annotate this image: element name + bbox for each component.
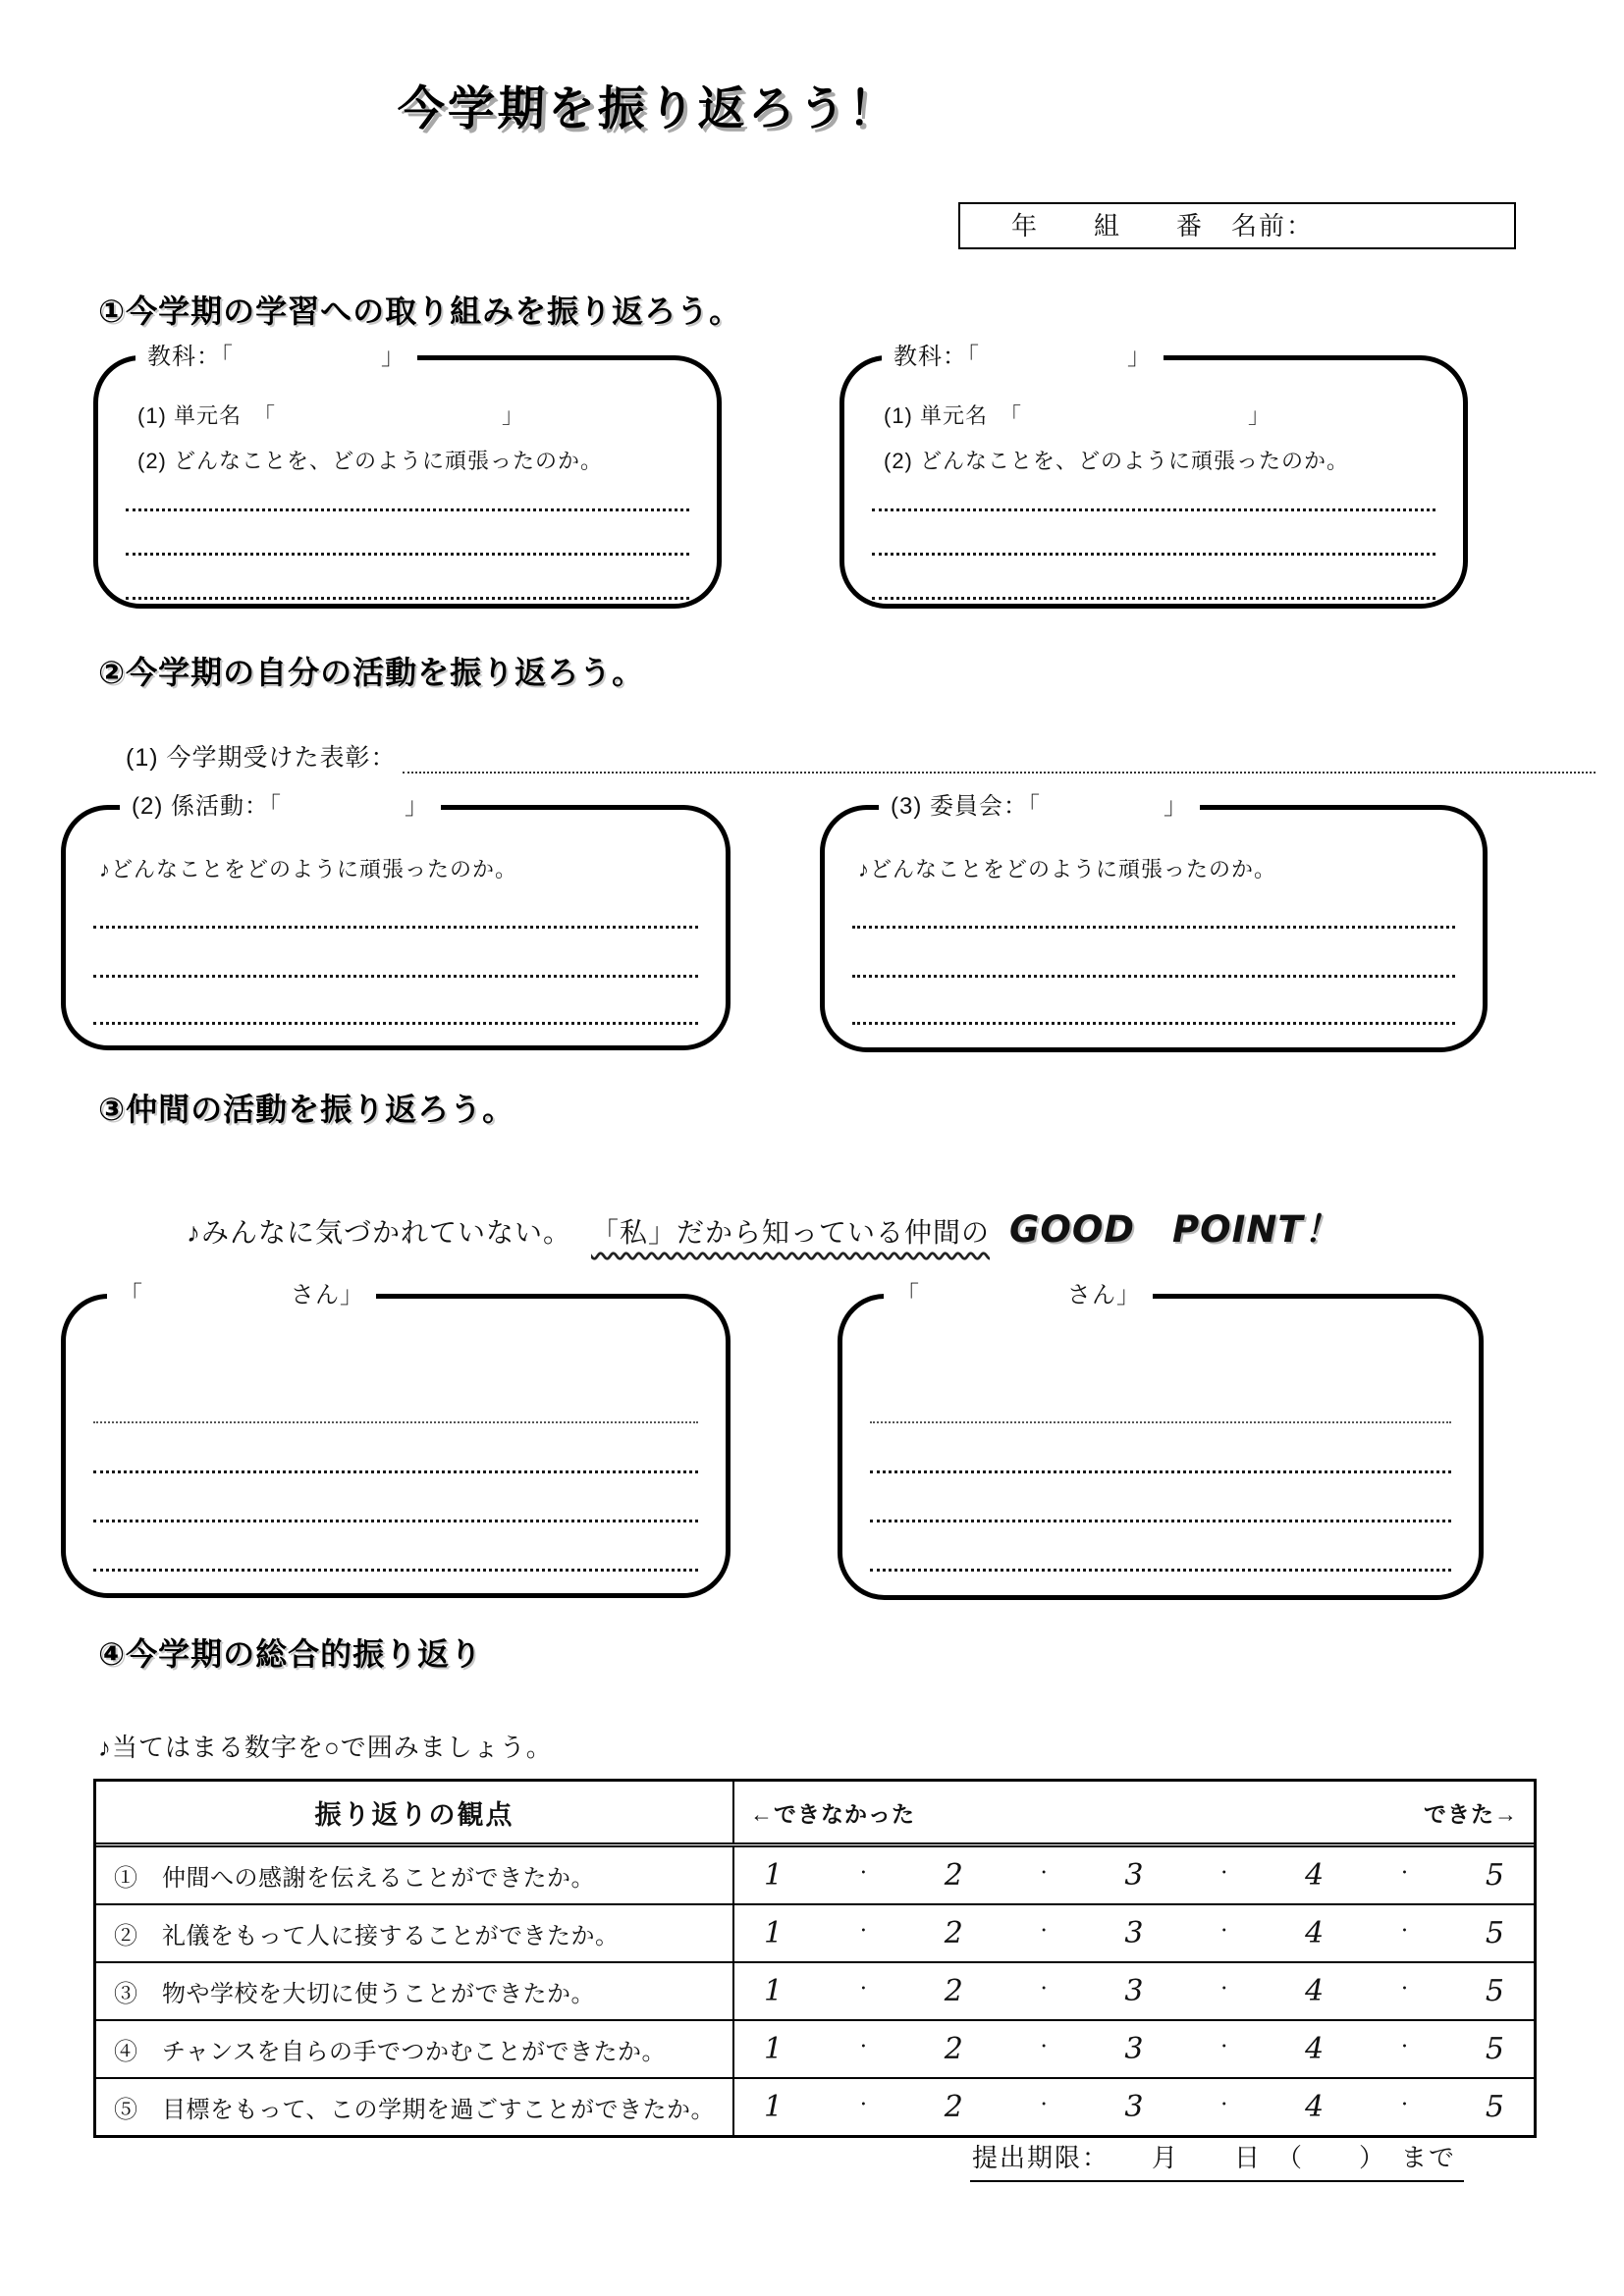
answer-line[interactable] [93, 1421, 698, 1423]
circle-number-note: ♪当てはまる数字を○で囲みましょう。 [98, 1733, 553, 1762]
lead-text: ♪みんなに気づかれていない。 [187, 1217, 572, 1248]
rating-scale-1to5[interactable]: 1 ・ 2 ・ 3 ・ 4 ・ 5 [764, 1858, 1504, 1893]
committee-box [820, 793, 1488, 1052]
answer-line[interactable] [870, 1421, 1451, 1423]
row-question: ① 仲間への感謝を伝えることができたか。 [96, 1847, 734, 1903]
table-row [96, 2019, 1534, 2077]
effort-question-item: (2) どんなことを、どのように頑張ったのか。 [137, 449, 604, 473]
answer-line[interactable] [126, 597, 689, 600]
section2-heading: ②今学期の自分の活動を振り返ろう。 [98, 654, 645, 691]
rating-scale-1to5[interactable]: 1 ・ 2 ・ 3 ・ 4 ・ 5 [764, 1916, 1504, 1950]
row-question: ⑤ 目標をもって、この学期を過ごすことができたか。 [96, 2079, 734, 2135]
subject-box-1 [93, 344, 722, 609]
table-row [96, 2077, 1534, 2135]
section4-heading: ④今学期の総合的振り返り [98, 1635, 483, 1673]
peer-good-point-box-1 [61, 1282, 731, 1598]
subject-box-1-label: 教科：「 」 [135, 337, 417, 371]
answer-line[interactable] [93, 1022, 698, 1025]
name-field-box[interactable] [958, 202, 1516, 249]
effort-question-item: (2) どんなことを、どのように頑張ったのか。 [884, 449, 1350, 473]
table-row [96, 1961, 1534, 2019]
subject-box-2 [839, 344, 1468, 609]
page-title: 今学期を振り返ろう！ [396, 81, 899, 136]
answer-line[interactable] [852, 975, 1455, 978]
name-field-label: 年 組 番 名前： [1011, 211, 1315, 240]
good-point-text: GOOD POINT！ [1009, 1208, 1341, 1251]
rating-scale-1to5[interactable]: 1 ・ 2 ・ 3 ・ 4 ・ 5 [764, 2090, 1504, 2124]
table-header-row [96, 1782, 1534, 1847]
row-question: ② 礼儀をもって人に接することができたか。 [96, 1905, 734, 1961]
lead-text-wavy-underline: 「私」だから知っている仲間の [591, 1217, 991, 1248]
table-row [96, 1903, 1534, 1961]
answer-line[interactable] [870, 1470, 1451, 1473]
class-duty-box [61, 793, 731, 1050]
scale-header-left: ←できなかった [750, 1800, 915, 1827]
answer-line[interactable] [872, 553, 1435, 556]
submission-deadline: 提出期限： 月 日 （ ） まで [970, 2138, 1464, 2182]
unit-name-item: (1) 単元名 「 」 [884, 403, 1272, 428]
award-answer-line[interactable] [403, 738, 1596, 774]
answer-line[interactable] [852, 1022, 1455, 1025]
rating-scale-1to5[interactable]: 1 ・ 2 ・ 3 ・ 4 ・ 5 [764, 1974, 1504, 2008]
committee-box-label: (3) 委員会：「 」 [879, 786, 1200, 821]
answer-line[interactable] [852, 926, 1455, 929]
scale-header-right: できた→ [1424, 1800, 1518, 1827]
class-duty-box-label: (2) 係活動：「 」 [120, 786, 441, 821]
award-row [126, 738, 1596, 774]
peer-name-label: 「 さん」 [884, 1275, 1153, 1309]
subject-box-2-label: 教科：「 」 [882, 337, 1164, 371]
good-point-lead [187, 1200, 1341, 1253]
peer-name-label: 「 さん」 [107, 1275, 376, 1309]
table-row [96, 1847, 1534, 1903]
self-rating-table [93, 1779, 1537, 2138]
section1-heading: ①今学期の学習への取り組みを振り返ろう。 [98, 293, 742, 330]
row-question: ③ 物や学校を大切に使うことができたか。 [96, 1963, 734, 2019]
answer-line[interactable] [93, 975, 698, 978]
peer-good-point-box-2 [838, 1282, 1484, 1600]
row-question: ④ チャンスを自らの手でつかむことができたか。 [96, 2021, 734, 2077]
award-label: (1) 今学期受けた表彰： [126, 744, 397, 772]
answer-line[interactable] [126, 553, 689, 556]
answer-line[interactable] [870, 1520, 1451, 1522]
answer-line[interactable] [872, 508, 1435, 511]
section3-heading: ③仲間の活動を振り返ろう。 [98, 1091, 515, 1128]
answer-line[interactable] [872, 597, 1435, 600]
answer-line[interactable] [93, 1569, 698, 1572]
effort-prompt: ♪どんなことをどのように頑張ったのか。 [858, 857, 1277, 881]
unit-name-item: (1) 単元名 「 」 [137, 403, 525, 428]
answer-line[interactable] [93, 926, 698, 929]
answer-line[interactable] [126, 508, 689, 511]
viewpoint-header: 振り返りの観点 [96, 1782, 734, 1842]
answer-line[interactable] [93, 1470, 698, 1473]
answer-line[interactable] [93, 1520, 698, 1522]
effort-prompt: ♪どんなことをどのように頑張ったのか。 [99, 857, 518, 881]
rating-scale-1to5[interactable]: 1 ・ 2 ・ 3 ・ 4 ・ 5 [764, 2032, 1504, 2066]
answer-line[interactable] [870, 1569, 1451, 1572]
